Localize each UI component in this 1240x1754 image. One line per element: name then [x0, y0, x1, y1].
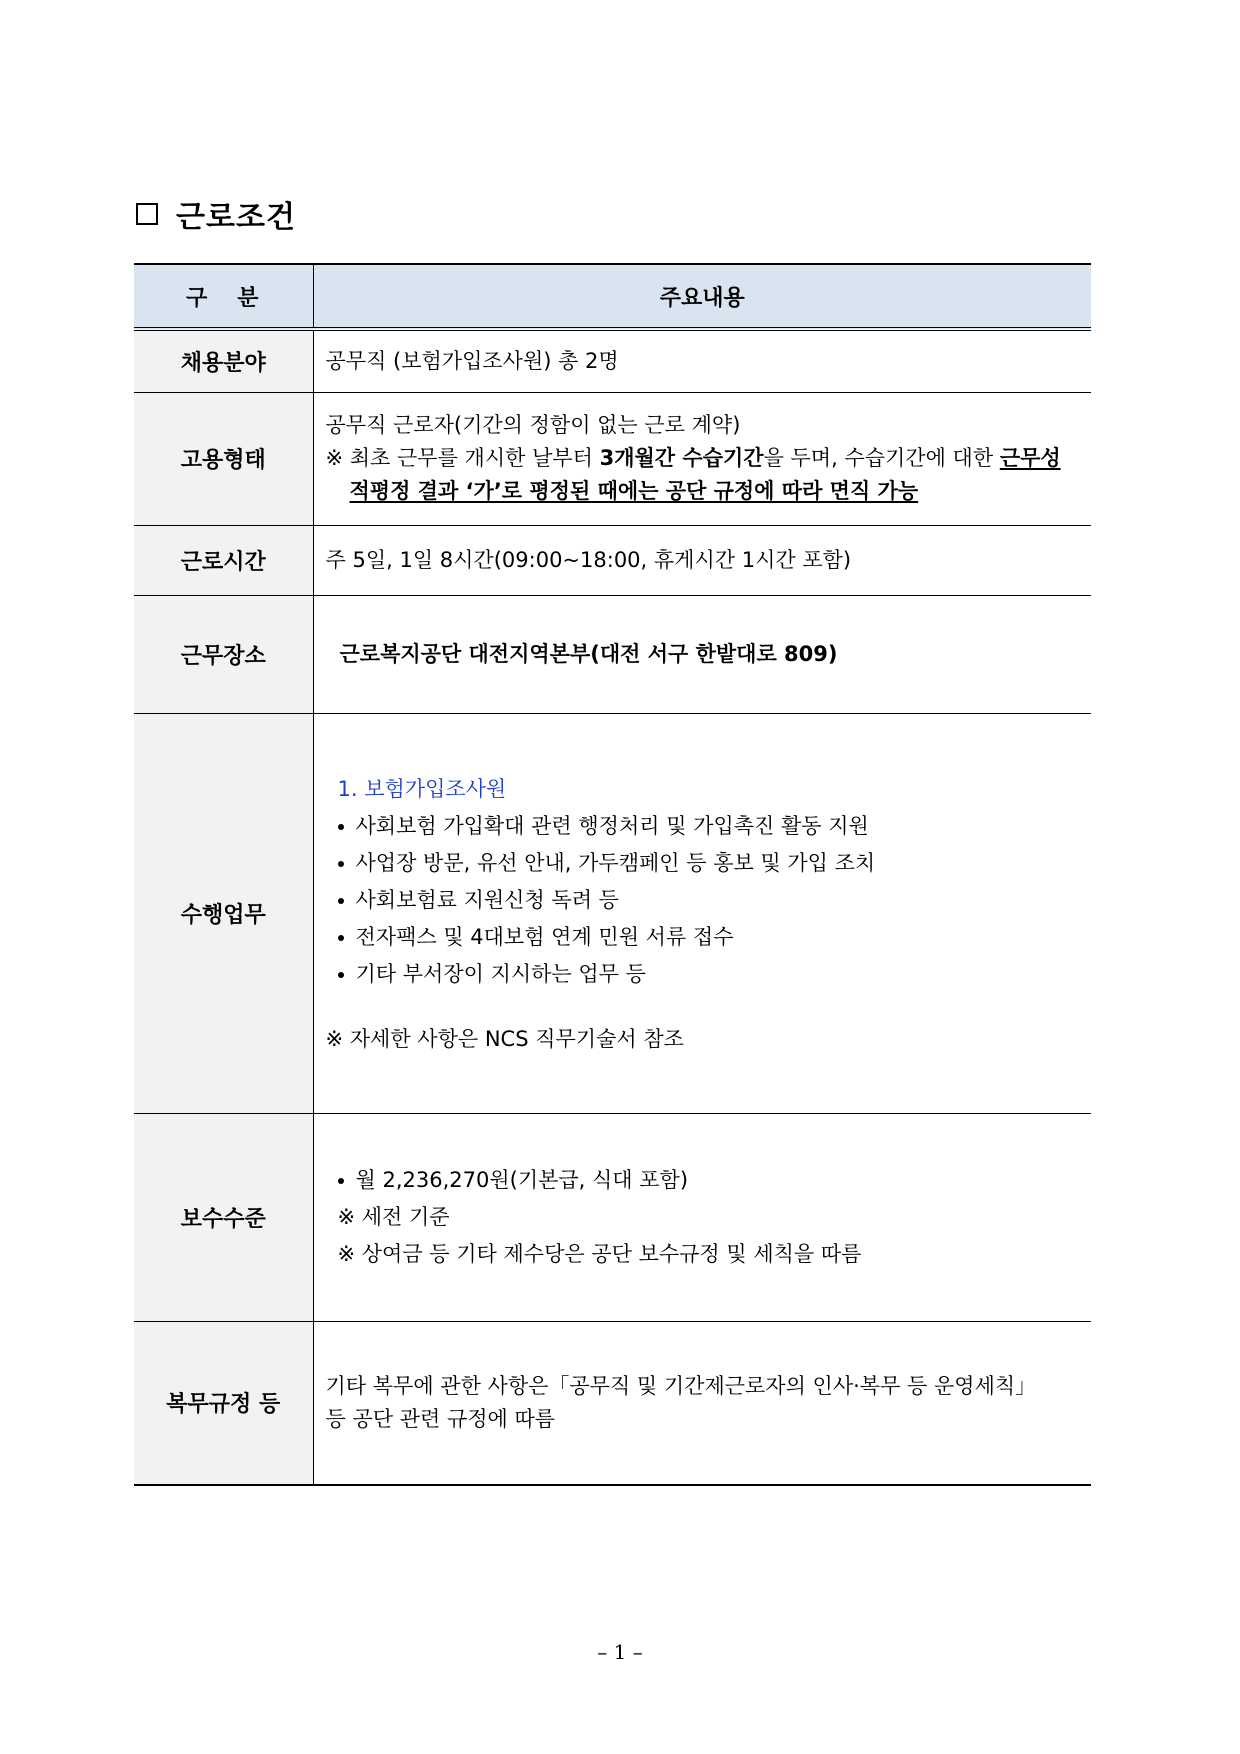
employment-line1: 공무직 근로자(기간의 정함이 없는 근로 계약) — [325, 413, 741, 437]
list-item: 사업장 방문, 유선 안내, 가두캠페인 등 홍보 및 가입 조치 — [326, 845, 1092, 882]
employment-line3: 적평정 결과 ‘가’로 평정된 때에는 공단 규정에 따라 면직 가능 — [349, 479, 919, 503]
page-number: – 1 – — [597, 1640, 643, 1664]
duties-heading: 1. 보험가입조사원 — [337, 776, 507, 801]
pay-list — [326, 1162, 1092, 1199]
row-label-pay: 보수수준 — [134, 1113, 313, 1321]
table-row — [134, 525, 1091, 595]
rules-line1: 기타 복무에 관한 사항은「공무직 및 기간제근로자의 인사·복무 등 운영세칙」 — [325, 1373, 1037, 1398]
list-item: 기타 부서장이 지시하는 업무 등 — [326, 956, 1092, 993]
row-label-employment: 고용형태 — [134, 392, 313, 525]
section-heading — [136, 192, 296, 236]
pay-note-bonus: ※ 상여금 등 기타 제수당은 공단 보수규정 및 세칙을 따름 — [337, 1241, 862, 1266]
table-row — [134, 1113, 1091, 1321]
header-content: 주요내용 — [313, 264, 1091, 329]
pay-amount: 월 2,236,270원(기본급, 식대 포함) — [326, 1162, 1092, 1199]
section-title: 근로조건 — [176, 200, 296, 235]
duties-list — [326, 808, 1092, 993]
row-label-hours: 근로시간 — [134, 525, 313, 595]
row-label-rules: 복무규정 등 — [134, 1321, 313, 1485]
list-item: 전자팩스 및 4대보험 연계 민원 서류 접수 — [326, 919, 1092, 956]
employment-note-bold: 3개월간 수습기간 — [599, 446, 764, 470]
working-conditions-table — [134, 263, 1091, 1486]
header-label: 구분 — [134, 264, 313, 329]
rules-line2: 등 공단 관련 규정에 따름 — [325, 1406, 556, 1431]
row-content-hours: 주 5일, 1일 8시간(09:00~18:00, 휴게시간 1시간 포함) — [313, 525, 1091, 595]
employment-note-underline: 근무성 — [999, 446, 1061, 470]
row-label-field: 채용분야 — [134, 329, 313, 392]
workplace-text: 근로복지공단 대전지역본부(대전 서구 한밭대로 809) — [339, 641, 838, 666]
row-content-duties — [313, 713, 1091, 1113]
duties-note: ※ 자세한 사항은 NCS 직무기술서 참조 — [325, 1026, 684, 1051]
list-item: 사회보험료 지원신청 독려 등 — [326, 882, 1092, 919]
list-item: 사회보험 가입확대 관련 행정처리 및 가입촉진 활동 지원 — [326, 808, 1092, 845]
row-content-place — [313, 595, 1091, 713]
row-content-employment — [313, 392, 1091, 525]
employment-note-c: 을 두며, 수습기간에 대한 — [763, 446, 1000, 470]
employment-note-a: ※ 최초 근무를 개시한 날부터 — [325, 446, 600, 470]
row-label-duties: 수행업무 — [134, 713, 313, 1113]
pay-note-tax: ※ 세전 기준 — [337, 1204, 450, 1229]
checkbox-icon — [136, 203, 158, 225]
row-content-field: 공무직 (보험가입조사원) 총 2명 — [313, 329, 1091, 392]
table-row — [134, 329, 1091, 392]
row-label-place: 근무장소 — [134, 595, 313, 713]
row-content-pay — [313, 1113, 1091, 1321]
row-content-rules — [313, 1321, 1091, 1485]
table-row — [134, 1321, 1091, 1485]
table-header-row — [134, 264, 1091, 329]
table-row — [134, 392, 1091, 525]
table-row — [134, 713, 1091, 1113]
table-row — [134, 595, 1091, 713]
